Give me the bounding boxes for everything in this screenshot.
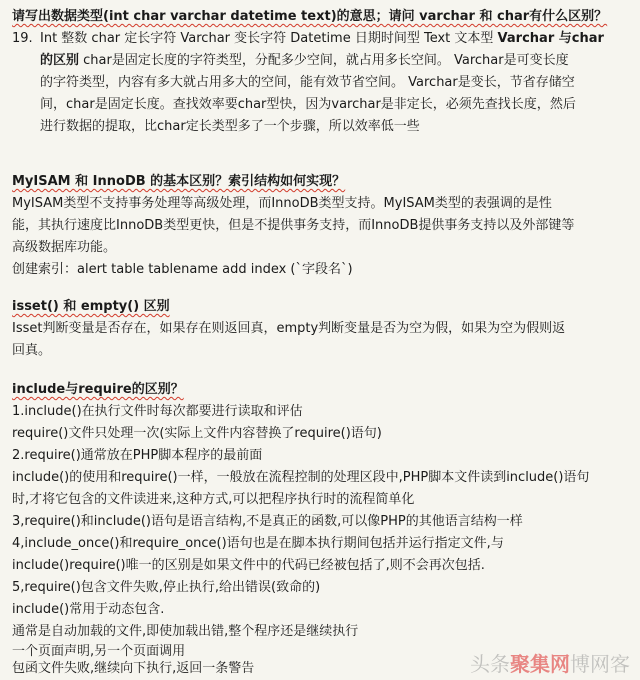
q4-line-2: require()文件只处理一次(实际上文件内容替换了require()语句) xyxy=(12,426,382,441)
q3-line-2: 回真。 xyxy=(12,343,52,358)
q4-line-5: 时,才将它包含的文件读进来,这种方式,可以把程序执行时的流程简单化 xyxy=(12,492,415,507)
q2-line-4: 创建索引：alert table tablename add index (`字段名`) xyxy=(12,262,353,277)
q1-title-text: 请写出数据类型(int char varchar datetime text)的意思；请问 varchar 和 char有什么区别？ xyxy=(12,9,608,24)
q1-line-2 xyxy=(40,50,632,72)
q4-line-9: 5,require()包含文件失败,停止执行,给出错误(致命的) xyxy=(12,580,321,595)
q1-line-1 xyxy=(40,28,632,50)
q1-line-5: 进行数据的提取，比char定长类型多了一个步骤，所以效率低一些 xyxy=(40,119,420,134)
q4-line-4: include()的使用和require()一样，一般放在流程控制的处理区段中,PHP脚本文件读到include()语句 xyxy=(12,470,590,485)
q2-title xyxy=(12,171,632,193)
q4-line-10: include()常用于动态包含. xyxy=(12,602,165,617)
q1-title xyxy=(12,6,632,28)
q1-line-3: 的字符类型，内容有多大就占用多大的空间，能有效节省空间。 Varchar是变长，节省存储空 xyxy=(40,75,575,90)
watermark-mid: 聚集网 xyxy=(510,652,570,676)
q2-line-3: 高级数据库功能。 xyxy=(12,240,117,255)
watermark xyxy=(470,650,630,678)
q1-line-2-bold: 的区别 xyxy=(40,53,80,68)
q4-line-12: 一个页面声明,另一个页面调用 xyxy=(12,644,186,659)
q2-line-2: 能，其执行速度比InnoDB类型更快，但是不提供事务支持，而InnoDB提供事务支持以及外部键等 xyxy=(12,218,575,233)
q3-title xyxy=(12,296,632,318)
watermark-left: 头条 xyxy=(470,652,510,676)
q4-line-1: 1.include()在执行文件时每次都要进行读取和评估 xyxy=(12,404,303,419)
q4-line-6: 3,require()和include()语句是语言结构,不是真正的函数,可以像PHP的其他语言结构一样 xyxy=(12,514,523,529)
q3-line-1: Isset判断变量是否存在，如果存在则返回真，empty判断变量是否为空为假，如果为空为假则返 xyxy=(12,321,566,336)
q1-line-1-bold: Varchar 与char xyxy=(497,31,604,46)
q4-title-text: include与require的区别？ xyxy=(12,382,184,397)
q4-line-7: 4,include_once()和require_once()语句也是在脚本执行期间包括并运行指定文件,与 xyxy=(12,536,504,551)
q2-line-1: MyISAM类型不支持事务处理等高级处理，而InnoDB类型支持。MyISAM类型的表强调的是性 xyxy=(12,196,552,211)
q1-number: 19. xyxy=(12,31,33,46)
q2-title-text: MyISAM 和 InnoDB 的基本区别？索引结构如何实现？ xyxy=(12,174,346,189)
q4-line-8: include()require()唯一的区别是如果文件中的代码已经被包括了,则不会再次包括. xyxy=(12,558,485,573)
q3-title-text: isset() 和 empty() 区别 xyxy=(12,299,170,314)
q1-line-2-text: char是固定长度的字符类型，分配多少空间，就占用多长空间。 Varchar是可变长度 xyxy=(79,53,569,68)
q4-line-13: 包函文件失败,继续向下执行,返回一条警告 xyxy=(12,661,255,676)
q4-title xyxy=(12,379,632,401)
watermark-right: 博网客 xyxy=(570,652,630,676)
q1-line-4: 间，char是固定长度。查找效率要char型快，因为varchar是非定长，必须先查找长度，然后 xyxy=(40,97,576,112)
q4-line-11: 通常是自动加载的文件,即使加载出错,整个程序还是继续执行 xyxy=(12,624,359,639)
q1-line-1-text: Int 整数 char 定长字符 Varchar 变长字符 Datetime 日期时间型 Text 文本型 xyxy=(40,31,498,46)
q4-line-3: 2.require()通常放在PHP脚本程序的最前面 xyxy=(12,448,263,463)
